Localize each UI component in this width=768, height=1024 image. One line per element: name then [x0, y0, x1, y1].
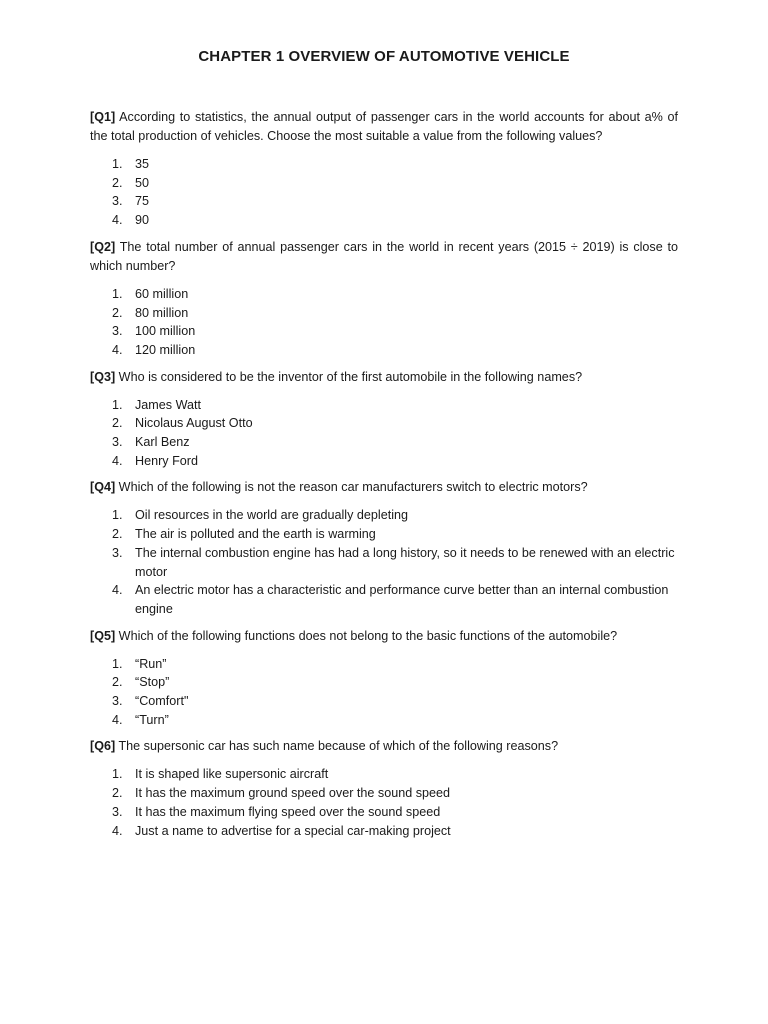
question-text	[90, 238, 678, 276]
option-number: 1.	[112, 767, 123, 782]
option-text: Karl Benz	[135, 435, 190, 450]
answer-option	[90, 322, 678, 341]
question-number: [Q4]	[90, 480, 116, 495]
option-text: It has the maximum ground speed over the sound speed	[135, 786, 451, 801]
answer-option	[90, 285, 678, 304]
question-text	[90, 478, 678, 497]
option-number: 4.	[112, 583, 123, 598]
answer-options	[90, 396, 678, 471]
option-number: 3.	[112, 324, 123, 339]
option-number: 4.	[112, 342, 123, 357]
option-number: 1.	[112, 157, 123, 171]
answer-option	[90, 174, 678, 193]
option-text: 75	[135, 194, 150, 209]
option-number: 2.	[112, 786, 123, 801]
option-number: 2.	[112, 175, 123, 190]
question-number: [Q2]	[90, 239, 116, 254]
question-body: Which of the following is not the reason car manufacturers switch to electric motors?	[115, 480, 588, 495]
option-number: 1.	[112, 397, 123, 412]
option-text: 50	[135, 175, 150, 190]
option-text: “Turn”	[135, 712, 169, 727]
answer-option	[90, 506, 678, 525]
answer-options	[90, 765, 678, 840]
option-text: “Stop”	[135, 675, 170, 690]
answer-option	[90, 211, 678, 230]
question-number: [Q6]	[90, 739, 116, 754]
option-text: 100 million	[135, 324, 196, 339]
question-number: [Q1]	[90, 110, 116, 124]
option-number: 3.	[112, 694, 123, 709]
answer-options	[90, 506, 678, 618]
question-text	[90, 627, 678, 646]
question-block-q4	[90, 478, 678, 618]
option-text: The internal combustion engine has had a long history, so it needs to be renewed with an electric motor	[135, 545, 675, 579]
question-number: [Q5]	[90, 628, 116, 643]
option-number: 2.	[112, 305, 123, 320]
answer-option	[90, 452, 678, 471]
question-text	[90, 368, 678, 387]
option-text: Just a name to advertise for a special car-making project	[135, 823, 451, 838]
answer-option	[90, 655, 678, 674]
option-number: 3.	[112, 804, 123, 819]
option-number: 1.	[112, 508, 123, 523]
question-body: The supersonic car has such name because of which of the following reasons?	[115, 739, 559, 754]
answer-option	[90, 341, 678, 360]
option-number: 2.	[112, 527, 123, 542]
answer-option	[90, 433, 678, 452]
option-text: The air is polluted and the earth is warming	[135, 527, 376, 542]
option-text: Oil resources in the world are gradually depleting	[135, 508, 409, 523]
question-block-q2	[90, 238, 678, 360]
question-body: Which of the following functions does not belong to the basic functions of the automobile?	[115, 628, 618, 643]
option-number: 4.	[112, 823, 123, 838]
option-text: 35	[135, 157, 150, 171]
question-number: [Q3]	[90, 369, 116, 384]
option-text: 80 million	[135, 305, 189, 320]
answer-option	[90, 711, 678, 730]
question-block-q5	[90, 627, 678, 730]
answer-option	[90, 765, 678, 784]
question-body: According to statistics, the annual output of passenger cars in the world accounts for about a% of the total production of vehicles. Choose the most suitable a value from the following values?	[90, 110, 678, 143]
option-number: 2.	[112, 675, 123, 690]
answer-options	[90, 155, 678, 230]
answer-option	[90, 525, 678, 544]
option-text: “Run”	[135, 656, 167, 671]
option-number: 2.	[112, 416, 123, 431]
option-number: 3.	[112, 545, 123, 560]
option-number: 4.	[112, 213, 123, 228]
question-block-q1	[90, 108, 678, 230]
answer-option	[90, 192, 678, 211]
option-text: Nicolaus August Otto	[135, 416, 253, 431]
option-text: 90	[135, 213, 150, 228]
option-text: 120 million	[135, 342, 196, 357]
option-number: 4.	[112, 712, 123, 727]
page-title: CHAPTER 1 OVERVIEW OF AUTOMOTIVE VEHICLE	[198, 48, 570, 65]
option-text: “Comfort"	[135, 694, 189, 709]
option-number: 3.	[112, 194, 123, 209]
answer-option	[90, 673, 678, 692]
answer-option	[90, 784, 678, 803]
option-text: It has the maximum flying speed over the sound speed	[135, 804, 441, 819]
option-text: James Watt	[135, 397, 202, 412]
option-number: 4.	[112, 453, 123, 468]
question-text	[90, 737, 678, 756]
answer-option	[90, 692, 678, 711]
answer-option	[90, 803, 678, 822]
question-body: Who is considered to be the inventor of the first automobile in the following names?	[115, 369, 583, 384]
answer-option	[90, 396, 678, 415]
answer-option	[90, 155, 678, 174]
answer-option	[90, 581, 678, 618]
question-block-q6	[90, 737, 678, 840]
option-text: 60 million	[135, 286, 189, 301]
answer-options	[90, 655, 678, 730]
answer-option	[90, 304, 678, 323]
option-text: It is shaped like supersonic aircraft	[135, 767, 329, 782]
option-text: An electric motor has a characteristic and performance curve better than an internal combustion engine	[135, 583, 669, 616]
answer-option	[90, 544, 678, 581]
answer-options	[90, 285, 678, 360]
option-number: 3.	[112, 435, 123, 450]
option-number: 1.	[112, 656, 123, 671]
question-body: The total number of annual passenger cars in the world in recent years (2015 ÷ 2019) is close to which number?	[90, 239, 678, 273]
option-number: 1.	[112, 286, 123, 301]
question-block-q3	[90, 368, 678, 471]
question-text	[90, 108, 678, 146]
answer-option	[90, 822, 678, 841]
answer-option	[90, 414, 678, 433]
option-text: Henry Ford	[135, 453, 198, 468]
